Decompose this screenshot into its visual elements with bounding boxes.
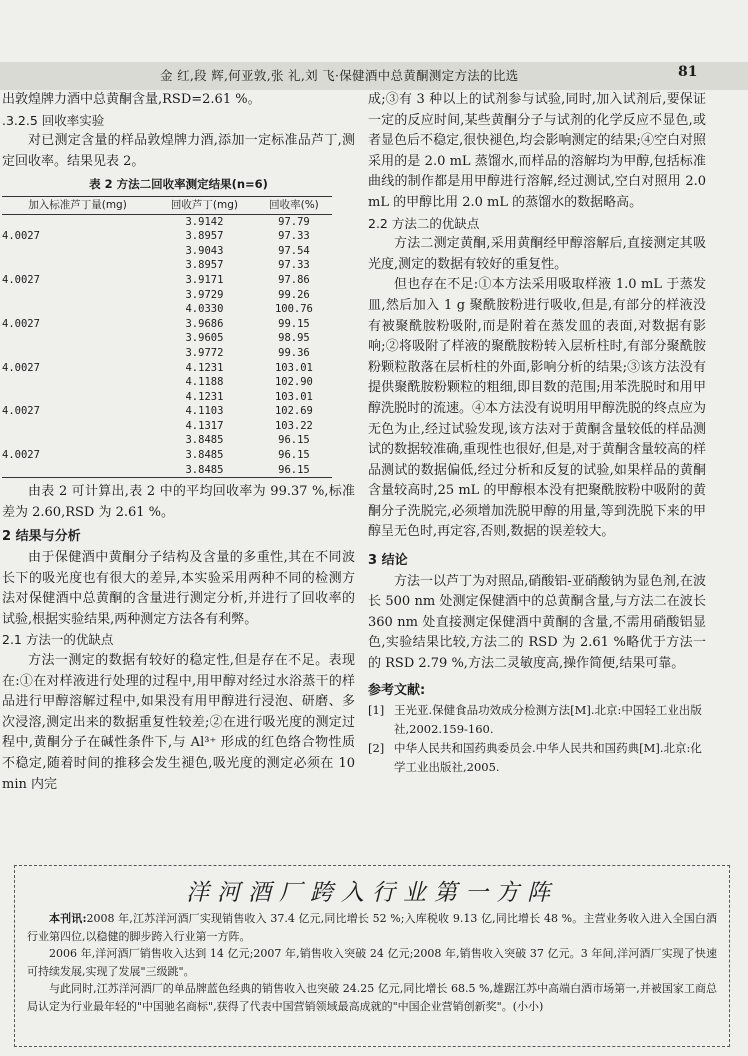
page-number: 81 — [678, 64, 698, 80]
cell-rate: 98.95 — [278, 332, 310, 345]
table-caption: 表 2 方法二回收率测定结果(n=6) — [89, 177, 268, 192]
reference-list — [368, 701, 706, 777]
reference-item — [368, 701, 706, 739]
table-row — [2, 214, 332, 229]
cell-rate: 96.15 — [278, 434, 310, 447]
news-title: 洋河酒厂跨入行业第一方阵 — [186, 880, 558, 906]
table-row — [2, 448, 332, 463]
cell-added — [2, 214, 153, 229]
cell-recovered: 4.1231 — [185, 361, 224, 374]
cell-recovered: 3.9729 — [185, 288, 224, 301]
cell-added: 4.0027 — [2, 230, 40, 243]
cell-added — [2, 331, 153, 346]
table-row — [2, 244, 332, 259]
cell-rate: 99.15 — [278, 317, 310, 330]
recovery-table — [2, 196, 332, 478]
heading-conclusion: 3 结论 — [368, 553, 408, 569]
cell-recovered: 3.8957 — [185, 259, 224, 272]
table-row — [2, 361, 332, 376]
cell-added — [2, 463, 153, 478]
table-row — [2, 404, 332, 419]
cell-added: 4.0027 — [2, 405, 40, 418]
paragraph-recovery: 对已测定含量的样品敦煌牌力酒,添加一定标准品芦丁,测定回收率。结果见表 2。 — [2, 133, 355, 169]
table-row — [2, 346, 332, 361]
cell-rate: 102.90 — [274, 376, 313, 389]
table-row — [2, 258, 332, 273]
paragraph-continued: 成;③有 3 种以上的试剂参与试验,同时,加入试剂后,要保证一定的反应时间,某些黄酮分子与试剂的化学反应不显色,或者显色后不稳定,很快褪色,均会影响测定的结果;④空白对照采用的是 2.0 mL 蒸馏水,而样品的溶解均为甲醇,包括标准曲线的制作都是用甲醇进行溶解,经过测试,空白对照用 2.0 mL 的甲醇比用 2.0 mL 的蒸馏水的数据略高。 — [368, 92, 706, 210]
cell-rate: 103.01 — [274, 361, 313, 374]
left-column — [2, 90, 355, 795]
reference-text: 中华人民共和国药典委员会.中华人民共和国药典[M].北京:化学工业出版社,2005. — [394, 741, 702, 775]
cell-recovered: 4.1103 — [185, 405, 224, 418]
cell-recovered: 3.9686 — [185, 317, 224, 330]
table-row — [2, 317, 332, 332]
cell-added — [2, 302, 153, 317]
table-row — [2, 273, 332, 288]
cell-recovered: 3.9043 — [185, 244, 224, 257]
heading-references: 参考文献: — [368, 682, 426, 698]
table-row — [2, 419, 332, 434]
paragraph-after-table: 由表 2 可计算出,表 2 中的平均回收率为 99.37 %,标准差为 2.60,RSD 为 2.61 %。 — [2, 484, 355, 520]
cell-recovered: 3.9142 — [185, 215, 224, 228]
cell-rate: 97.79 — [278, 215, 310, 228]
table-row — [2, 302, 332, 317]
cell-rate: 99.36 — [278, 346, 310, 359]
table-row — [2, 433, 332, 448]
cell-rate: 100.76 — [274, 303, 313, 316]
col-header-added: 加入标准芦丁量(mg) — [2, 196, 153, 214]
cell-recovered: 3.8957 — [185, 230, 224, 243]
table-row — [2, 288, 332, 303]
reference-number: [2] — [368, 741, 385, 756]
cell-rate: 97.33 — [278, 230, 310, 243]
cell-recovered: 4.0330 — [185, 303, 224, 316]
cell-rate: 96.15 — [256, 463, 332, 478]
cell-rate: 97.86 — [278, 273, 310, 286]
paragraph-results: 由于保健酒中黄酮分子结构及含量的多重性,其在不同波长下的吸光度也有很大的差异,本实验采用两种不同的检测方法对保健酒中总黄酮的含量进行测定分析,并进行了回收率的试验,根据实验结果,两种测定方法各有利弊。 — [2, 550, 355, 627]
col-header-rate: 回收率(%) — [256, 196, 332, 214]
cell-added — [2, 375, 153, 390]
news-paragraph-1 — [27, 910, 717, 945]
heading-method2: 2.2 方法二的优缺点 — [368, 215, 480, 231]
reference-number: [1] — [368, 703, 385, 718]
cell-recovered: 3.9171 — [185, 273, 224, 286]
news-paragraph-3: 与此同时,江苏洋河酒厂的单品牌蓝色经典的销售收入也突破 24.25 亿元,同比增长 68.5 %,雄踞江苏中高端白酒市场第一,并被国家工商总局认定为行业最年轻的"中国驰名商标",获得了代表中国营销领域最高成就的"中国企业营销创新奖"。(小小) — [27, 982, 717, 1013]
paragraph-method2-drawbacks: 但也存在不足:①本方法采用吸取样液 1.0 mL 于蒸发皿,然后加入 1 g 聚酰胺粉进行吸收,但是,有部分的样液没有被聚酰胺粉吸附,而是附着在蒸发皿的表面,对数据有影响;②将吸附了样液的聚酰胺粉转入层析柱时,有部分聚酰胺粉颗粒散落在层析柱的外面,影响分析的结果;③该方法没有提供聚酰胺粉颗粒的粗细,即目数的范围;用苯洗脱时和用甲醇洗脱时的流速。④本方法没有说明用甲醇洗脱的终点应为无色为止,经过试验发现,该方法对于黄酮含量较低的样品测试的数据较准确,重现性也很好,但是,对于黄酮含量较高的样品测试的数据偏低,经过分析和反复的试验,如果样品的黄酮含量较高时,25 mL 的甲醇根本没有把聚酰胺粉中吸附的黄酮分子洗脱完,必须增加洗脱甲醇的用量,等到洗脱下来的甲醇呈无色时,再定容,否则,数据的误差较大。 — [368, 277, 707, 540]
cell-rate: 96.15 — [278, 449, 310, 462]
cell-recovered: 3.9772 — [185, 346, 224, 359]
table-row — [2, 463, 332, 478]
news-lead: 本刊讯: — [49, 912, 87, 925]
cell-recovered: 4.1188 — [185, 376, 224, 389]
paragraph-top: 出敦煌牌力酒中总黄酮含量,RSD=2.61 %。 — [2, 92, 261, 107]
running-title: 金 红,段 辉,何亚敦,张 礼,刘 飞·保健酒中总黄酮测定方法的比选 — [160, 68, 519, 83]
table-body — [2, 214, 332, 478]
cell-added — [2, 433, 153, 448]
cell-added: 4.0027 — [2, 449, 40, 462]
cell-rate: 97.33 — [278, 259, 310, 272]
news-body — [27, 910, 717, 1016]
reference-text: 王光亚.保健食品功效成分检测方法[M].北京:中国轻工业出版社,2002.159-160. — [394, 703, 702, 737]
table-row — [2, 375, 332, 390]
news-paragraph-2: 2006 年,洋河酒厂销售收入达到 14 亿元;2007 年,销售收入突破 24 亿元;2008 年,销售收入突破 37 亿元。3 年间,洋河酒厂实现了快速可持续发展,实现了发展"三级跳"。 — [27, 947, 717, 978]
news-box — [14, 865, 730, 1047]
table-row — [2, 390, 332, 405]
cell-added — [2, 419, 153, 434]
cell-added — [2, 346, 153, 361]
running-header — [0, 62, 748, 90]
cell-recovered: 4.1231 — [185, 390, 224, 403]
cell-added — [2, 244, 153, 259]
table-header-row — [2, 196, 332, 214]
cell-rate: 103.22 — [274, 419, 313, 432]
news-paragraph-1-text: 2008 年,江苏洋河酒厂实现销售收入 37.4 亿元,同比增长 52 %;入库税收 9.13 亿,同比增长 48 %。主营业务收入进入全国白酒行业第四位,以稳健的脚步跨入行业第一方阵。 — [27, 912, 718, 943]
cell-added — [2, 258, 153, 273]
cell-added: 4.0027 — [2, 361, 40, 374]
right-column — [368, 90, 706, 777]
cell-recovered: 3.9605 — [185, 332, 224, 345]
cell-recovered: 3.8485 — [185, 449, 224, 462]
paragraph-method2-intro: 方法二测定黄酮,采用黄酮经甲醇溶解后,直接测定其吸光度,测定的数据有较好的重复性。 — [368, 236, 706, 272]
cell-rate: 102.69 — [274, 405, 313, 418]
paragraph-method1: 方法一测定的数据有较好的稳定性,但是存在不足。表现在:①在对样液进行处理的过程中,用甲醇对经过水浴蒸干的样品进行甲醇溶解过程中,如果没有用甲醇进行浸泡、研磨、多次浸溶,测定出来的数据重复性较差;②在进行吸光度的测定过程中,黄酮分子在碱性条件下,与 Al³⁺ 形成的红色络合物性质不稳定,随着时间的推移会发生褪色,吸光度的测定必须在 10 min 内完 — [2, 653, 355, 792]
reference-item — [368, 739, 706, 777]
heading-method1: 2.1 方法一的优缺点 — [2, 632, 114, 648]
cell-recovered: 3.8485 — [185, 434, 224, 447]
cell-added — [2, 288, 153, 303]
cell-added: 4.0027 — [2, 273, 40, 286]
cell-added — [2, 390, 153, 405]
col-header-recovered: 回收芦丁(mg) — [153, 196, 256, 214]
cell-recovered: 3.8485 — [153, 463, 256, 478]
cell-recovered: 4.1317 — [185, 419, 224, 432]
table-row — [2, 229, 332, 244]
heading-recovery: .3.2.5 回收率实验 — [2, 112, 105, 128]
cell-added: 4.0027 — [2, 317, 40, 330]
cell-rate: 103.01 — [274, 390, 313, 403]
table-row — [2, 331, 332, 346]
paragraph-conclusion: 方法一以芦丁为对照品,硝酸铝-亚硝酸钠为显色剂,在波长 500 nm 处测定保健酒中的总黄酮含量,与方法二在波长 360 nm 处直接测定保健酒中黄酮的含量,不需用硝酸铝显色,实验结果比较,方法二的 RSD 为 2.61 %略优于方法一的 RSD 2.79 %,方法二灵敏度高,操作简便,结果可靠。 — [368, 573, 706, 672]
cell-rate: 99.26 — [278, 288, 310, 301]
cell-rate: 97.54 — [278, 244, 310, 257]
heading-results: 2 结果与分析 — [2, 529, 81, 545]
